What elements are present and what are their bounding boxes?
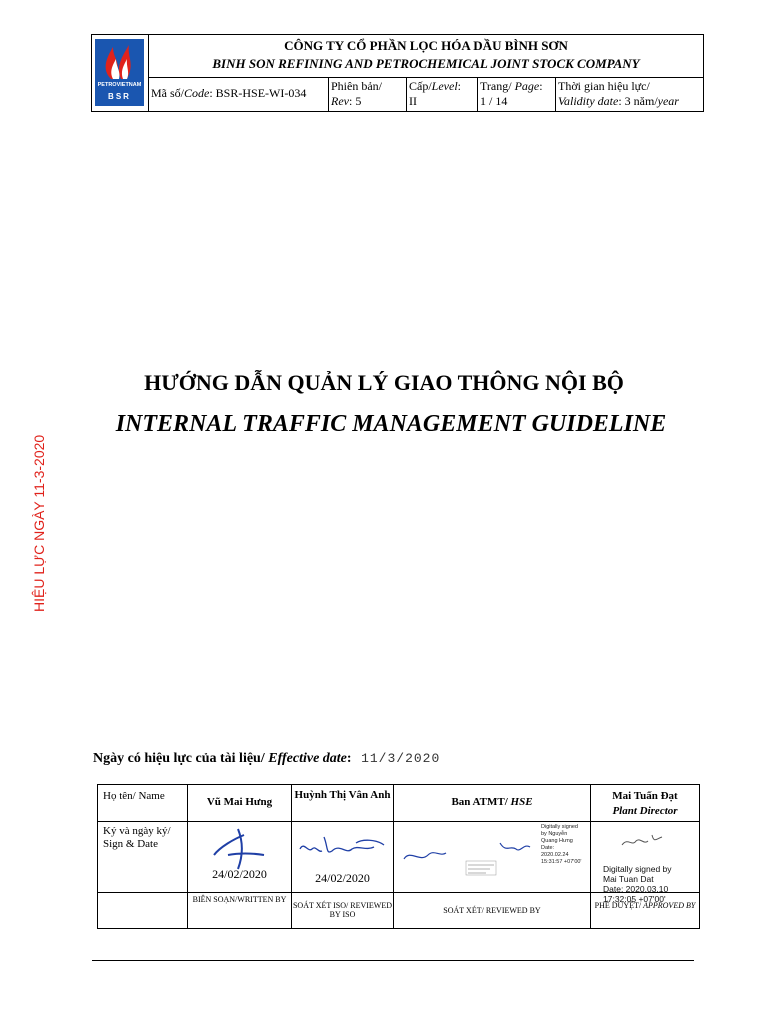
page-value: 1 / 14	[480, 94, 508, 108]
bottom-rule	[92, 960, 694, 961]
document-header	[91, 34, 704, 112]
meta-row	[149, 77, 703, 111]
effective-stamp: HIỆU LỰC NGÀY 11-3-2020	[31, 434, 47, 612]
title-vietnamese: HƯỚNG DẪN QUẢN LÝ GIAO THÔNG NỘI BỘ	[144, 370, 624, 395]
level-cell: Cấp/Level: II	[407, 77, 478, 111]
iso-reviewer-signature	[296, 829, 388, 865]
hse-reviewer-signature	[400, 835, 540, 881]
code-cell: Mã số/Code: BSR-HSE-WI-034	[149, 77, 329, 111]
validity-value: : 3 năm/	[618, 94, 658, 108]
approver-title: Plant Director	[612, 805, 678, 817]
validity-cell: Thời gian hiệu lực/ Validity date: 3 năm/year	[558, 79, 679, 108]
name-label: Họ tên/ Name	[103, 790, 165, 802]
company-logo	[95, 39, 144, 106]
level-value: II	[409, 94, 417, 108]
hse-reviewer-role: SOÁT XÉT/ REVIEWED BY	[443, 906, 541, 915]
signature-table	[97, 784, 700, 929]
iso-reviewer-role: SOÁT XÉT ISO/ REVIEWED BY ISO	[292, 901, 393, 919]
title-english: INTERNAL TRAFFIC MANAGEMENT GUIDELINE	[115, 411, 667, 437]
company-name-vi: CÔNG TY CỔ PHẦN LỌC HÓA DẦU BÌNH SƠN	[284, 38, 568, 53]
approver-signature	[618, 831, 668, 851]
revision-cell: Phiên bản/ Rev: 5	[329, 77, 407, 111]
logo-text: PETROVIETNAM	[97, 82, 142, 88]
doc-code: : BSR-HSE-WI-034	[209, 86, 307, 100]
revision-value: : 5	[348, 94, 362, 108]
approver-digital-signature: Digitally signed by Mai Tuan Dat Date: 2020.03.10 17:32:05 +07'00'	[603, 864, 672, 904]
flame-icon	[95, 39, 144, 83]
iso-reviewer-name: Huỳnh Thị Vân Anh	[294, 789, 391, 801]
effective-date-line: Ngày có hiệu lực của tài liệu/ Effective date: 11/3/2020	[93, 751, 441, 766]
company-row	[149, 35, 703, 78]
hse-reviewer-name: Ban ATMT/ HSE	[451, 796, 533, 808]
iso-reviewer-date: 24/02/2020	[315, 871, 370, 885]
company-name-en: BINH SON REFINING AND PETROCHEMICAL JOINT STOCK COMPANY	[212, 56, 640, 71]
logo-cell	[92, 35, 149, 111]
page-cell: Trang/ Page: 1 / 14	[478, 77, 556, 111]
approver-role: PHÊ DUYỆT/ APPROVED BY	[594, 901, 696, 910]
sign-date-label: Ký và ngày ký/ Sign & Date	[103, 825, 171, 850]
effective-date-value: 11/3/2020	[361, 751, 441, 766]
writer-name: Vũ Mai Hưng	[206, 796, 273, 808]
logo-sub: BSR	[108, 92, 131, 101]
writer-signature	[208, 825, 268, 871]
writer-date: 24/02/2020	[212, 867, 267, 881]
writer-role: BIÊN SOẠN/WRITTEN BY	[192, 895, 287, 904]
hse-digital-signature: Digitally signed by Nguyễn Quang Hưng Date: 2020.02.24 15:31:57 +07'00'	[541, 824, 582, 865]
approver-name: Mai Tuấn Đạt Plant Director	[612, 790, 678, 817]
